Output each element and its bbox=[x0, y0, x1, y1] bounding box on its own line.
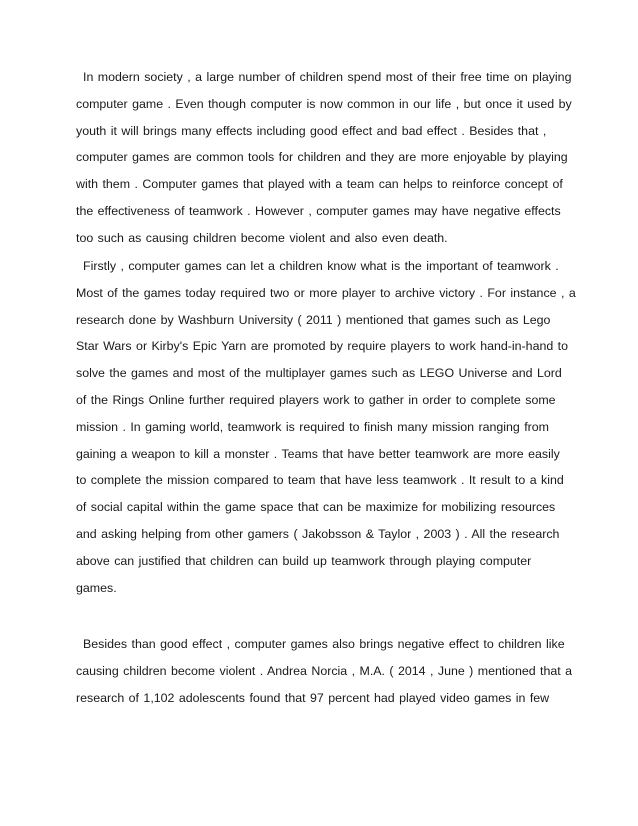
paragraph-line: the effectiveness of teamwork . However , computer games may have negative effects bbox=[76, 203, 561, 218]
paragraph-introduction bbox=[76, 64, 576, 252]
paragraph-line: Most of the games today required two or more player to archive victory . For instance , a bbox=[76, 285, 576, 300]
paragraph-teamwork bbox=[76, 253, 576, 601]
paragraph-line: Besides than good effect , computer games also brings negative effect to children like bbox=[83, 637, 565, 651]
paragraph-line: causing children become violent . Andrea Norcia , M.A. ( 2014 , June ) mentioned that a bbox=[76, 663, 573, 678]
paragraph-line: In modern society , a large number of children spend most of their free time on playing bbox=[83, 70, 572, 84]
paragraph-line: and asking helping from other gamers ( Jakobsson & Taylor , 2003 ) . All the research bbox=[76, 526, 560, 541]
paragraph-line: gaining a weapon to kill a monster . Teams that have better teamwork are more easily bbox=[76, 446, 560, 461]
paragraph-negative-effects bbox=[76, 631, 576, 711]
paragraph-line: research of 1,102 adolescents found that 97 percent had played video games in few bbox=[76, 690, 550, 705]
paragraph-line: with them . Computer games that played with a team can helps to reinforce concept of bbox=[76, 177, 563, 192]
paragraph-line: research done by Washburn University ( 2011 ) mentioned that games such as Lego bbox=[76, 312, 551, 327]
paragraph-line: mission . In gaming world, teamwork is required to finish many mission ranging from bbox=[76, 419, 550, 434]
paragraph-line: of social capital within the game space that can be maximize for mobilizing resources bbox=[76, 500, 556, 515]
paragraph-line: Firstly , computer games can let a children know what is the important of teamwork . bbox=[83, 259, 559, 273]
paragraph-line: solve the games and most of the multiplayer games such as LEGO Universe and Lord bbox=[76, 366, 562, 381]
paragraph-line: Star Wars or Kirby's Epic Yarn are promoted by require players to work hand-in-hand to bbox=[76, 339, 569, 354]
paragraph-line: of the Rings Online further required players work to gather in order to complete some bbox=[76, 392, 556, 407]
paragraph-line: computer games are common tools for children and they are more enjoyable by playing bbox=[76, 150, 568, 165]
paragraph-line: too such as causing children become violent and also even death. bbox=[76, 230, 448, 245]
paragraph-line: to complete the mission compared to team that have less teamwork . It result to a kind bbox=[76, 473, 564, 488]
paragraph-line: games. bbox=[76, 580, 117, 595]
paragraph-line: computer game . Even though computer is now common in our life , but once it used by bbox=[76, 96, 572, 111]
paragraph-line: above can justified that children can build up teamwork through playing computer bbox=[76, 553, 532, 568]
paragraph-line: youth it will brings many effects including good effect and bad effect . Besides that , bbox=[76, 123, 547, 138]
